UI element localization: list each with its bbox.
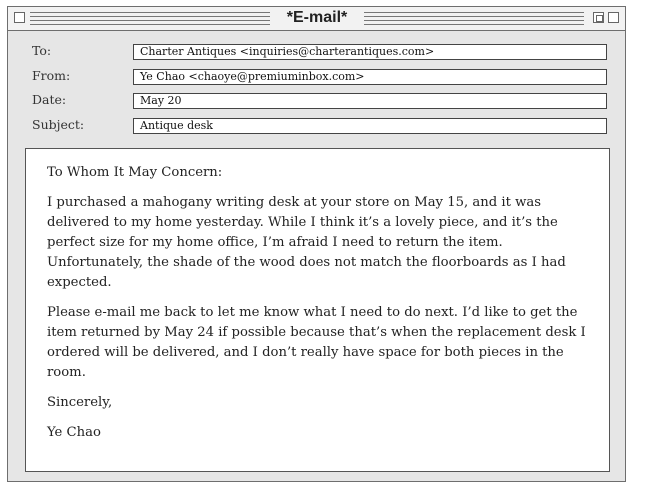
title-bar-stripes — [30, 12, 270, 25]
from-label: From: — [32, 68, 71, 83]
body-paragraph-1: I purchased a mahogany writing desk at your store on May 15, and it was delivered to my home yesterday. While I think it’s a lovely piece, and it’s the perfect size for my home office, I’m afraid I need to return the item. Unfortunately, the shade of the wood does not match the floorboards as I had expected. — [47, 195, 566, 290]
date-field[interactable]: May 20 — [133, 93, 607, 109]
body-paragraph-2: Please e-mail me back to let me know what I need to do next. I’d like to get the item returned by May 24 if possible because that’s when the replacement desk I ordered will be delivered, and I don’t really have space for both pieces in the room. — [47, 305, 586, 380]
zoom-box-icon[interactable] — [593, 12, 604, 23]
message-body[interactable] — [25, 148, 610, 472]
collapse-box-icon[interactable] — [608, 12, 619, 23]
email-window — [7, 6, 626, 482]
date-label: Date: — [32, 92, 67, 107]
title-bar-stripes — [364, 12, 584, 25]
to-label: To: — [32, 43, 52, 58]
title-bar[interactable] — [8, 7, 625, 31]
to-field[interactable]: Charter Antiques <inquiries@charterantiques.com> — [133, 44, 607, 60]
subject-field[interactable]: Antique desk — [133, 118, 607, 134]
subject-label: Subject: — [32, 117, 85, 132]
from-field[interactable]: Ye Chao <chaoye@premiuminbox.com> — [133, 69, 607, 85]
close-box-icon[interactable] — [14, 12, 25, 23]
window-title: *E-mail* — [286, 9, 348, 26]
signature: Ye Chao — [47, 425, 101, 440]
greeting: To Whom It May Concern: — [47, 165, 223, 180]
closing: Sincerely, — [47, 395, 113, 410]
